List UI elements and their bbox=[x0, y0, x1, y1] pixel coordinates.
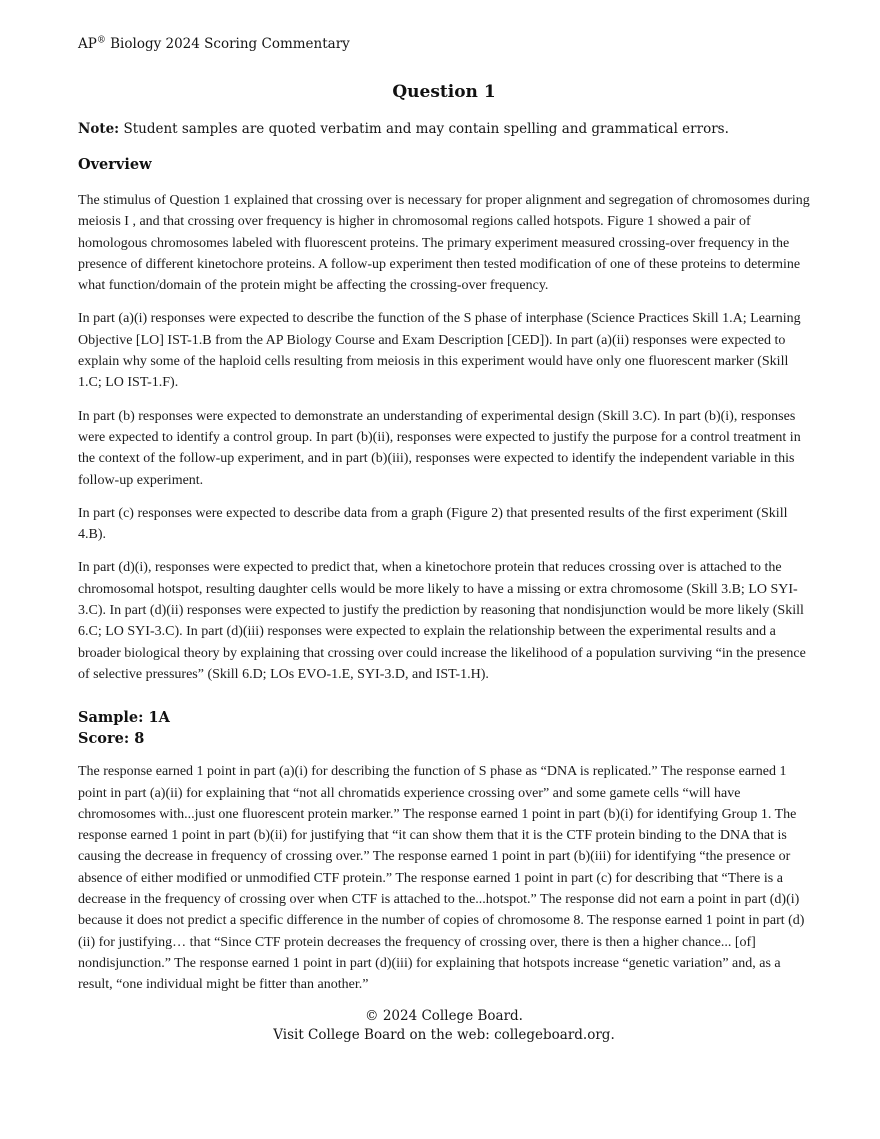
footer-copyright: © 2024 College Board. bbox=[365, 1007, 523, 1024]
overview-paragraph-4: In part (c) responses were expected to describe data from a graph (Figure 2) that presented results of the first experiment (Skill 4.B). bbox=[78, 505, 788, 543]
score-label: Score: 8 bbox=[78, 730, 145, 748]
overview-paragraph-3: In part (b) responses were expected to demonstrate an understanding of experimental design (Skill 3.C). In part (b)(i), responses were expected to identify a control group. In part (b)(ii), responses were expected to justify the purpose for a control treatment in the context of the follow-up experiment, and in part (b)(iii), responses were expected to identify the independent variable in this follow-up experiment. bbox=[78, 408, 801, 488]
sample-heading-block bbox=[78, 707, 810, 749]
note-text: Student samples are quoted verbatim and may contain spelling and grammatical errors. bbox=[123, 121, 729, 137]
overview-paragraph-5: In part (d)(i), responses were expected to predict that, when a kinetochore protein that reduces crossing over is attached to the chromosomal hotspot, resulting daughter cells would be more likely to have a missing or extra chromosome (Skill 3.B; LO SYI-3.C). In part (d)(ii) responses were expected to justify the prediction by reasoning that nondisjunction would be more likely (Skill 6.C; LO SYI-3.C). In part (d)(iii) responses were expected to explain the relationship between the experimental results and a broader biological theory by explaining that crossing over could increase the likelihood of a population surviving “in the presence of selective pressures” (Skill 6.D; LOs EVO-1.E, SYI-3.D, and IST-1.H). bbox=[78, 560, 806, 682]
overview-heading: Overview bbox=[78, 156, 152, 173]
overview-paragraph-1: The stimulus of Question 1 explained that crossing over is necessary for proper alignment and segregation of chromosomes during meiosis I , and that crossing over frequency is higher in chromosomal regions called hotspots. Figure 1 showed a pair of homologous chromosomes labeled with fluorescent proteins. The primary experiment measured crossing-over frequency in the presence of different kinetochore proteins. A follow-up experiment then tested modification of one of these proteins to determine what function/domain of the protein might be affecting the crossing-over frequency. bbox=[78, 193, 810, 294]
note-line bbox=[78, 120, 810, 139]
header-ap-text: AP bbox=[78, 36, 97, 52]
note-label: Note: bbox=[78, 121, 120, 137]
sample-label: Sample: 1A bbox=[78, 709, 170, 727]
footer-website: Visit College Board on the web: collegeboard.org. bbox=[273, 1027, 615, 1043]
document-content bbox=[78, 35, 810, 1046]
document-header bbox=[78, 35, 810, 54]
header-title-text: Biology 2024 Scoring Commentary bbox=[105, 36, 350, 52]
document-footer bbox=[78, 1007, 810, 1046]
sample-commentary-paragraph: The response earned 1 point in part (a)(i) for describing the function of S phase as “DNA is replicated.” The response earned 1 point in part (a)(ii) for explaining that “not all chromatids experience crossing over” and some gamete cells “will have chromosomes with...just one fluorescent protein marker.” The response earned 1 point in part (b)(i) for identifying Group 1. The response earned 1 point in part (b)(ii) for justifying that “it can show them that it is the CTF protein binding to the DNA that is causing the decrease in frequency of crossing over.” The response earned 1 point in part (b)(iii) for identifying “the presence or absence of either modified or unmodified CTF protein.” The response earned 1 point in part (c) for describing that “There is a decrease in the frequency of crossing over when CTF is attached to the...hotspot.” The response did not earn a point in part (d)(i) because it does not predict a specific difference in the number of copies of chromosome 8. The response earned 1 point in part (d)(ii) for justifying… that “Since CTF protein decreases the frequency of crossing over, there is then a higher chance... [of] nondisjunction.” The response earned 1 point in part (d)(iii) for explaining that hotspots increase “genetic variation” and, as a result, “one individual might be fitter than another.” bbox=[78, 764, 805, 993]
overview-paragraph-2: In part (a)(i) responses were expected to describe the function of the S phase of interphase (Science Practices Skill 1.A; Learning Objective [LO] IST-1.B from the AP Biology Course and Exam Description [CED]). In part (a)(ii) responses were expected to explain why some of the haploid cells resulting from meiosis in this experiment would have only one fluorescent marker (Skill 1.C; LO IST-1.F). bbox=[78, 311, 801, 391]
question-title: Question 1 bbox=[392, 82, 496, 102]
registered-trademark-symbol: ® bbox=[96, 35, 106, 46]
